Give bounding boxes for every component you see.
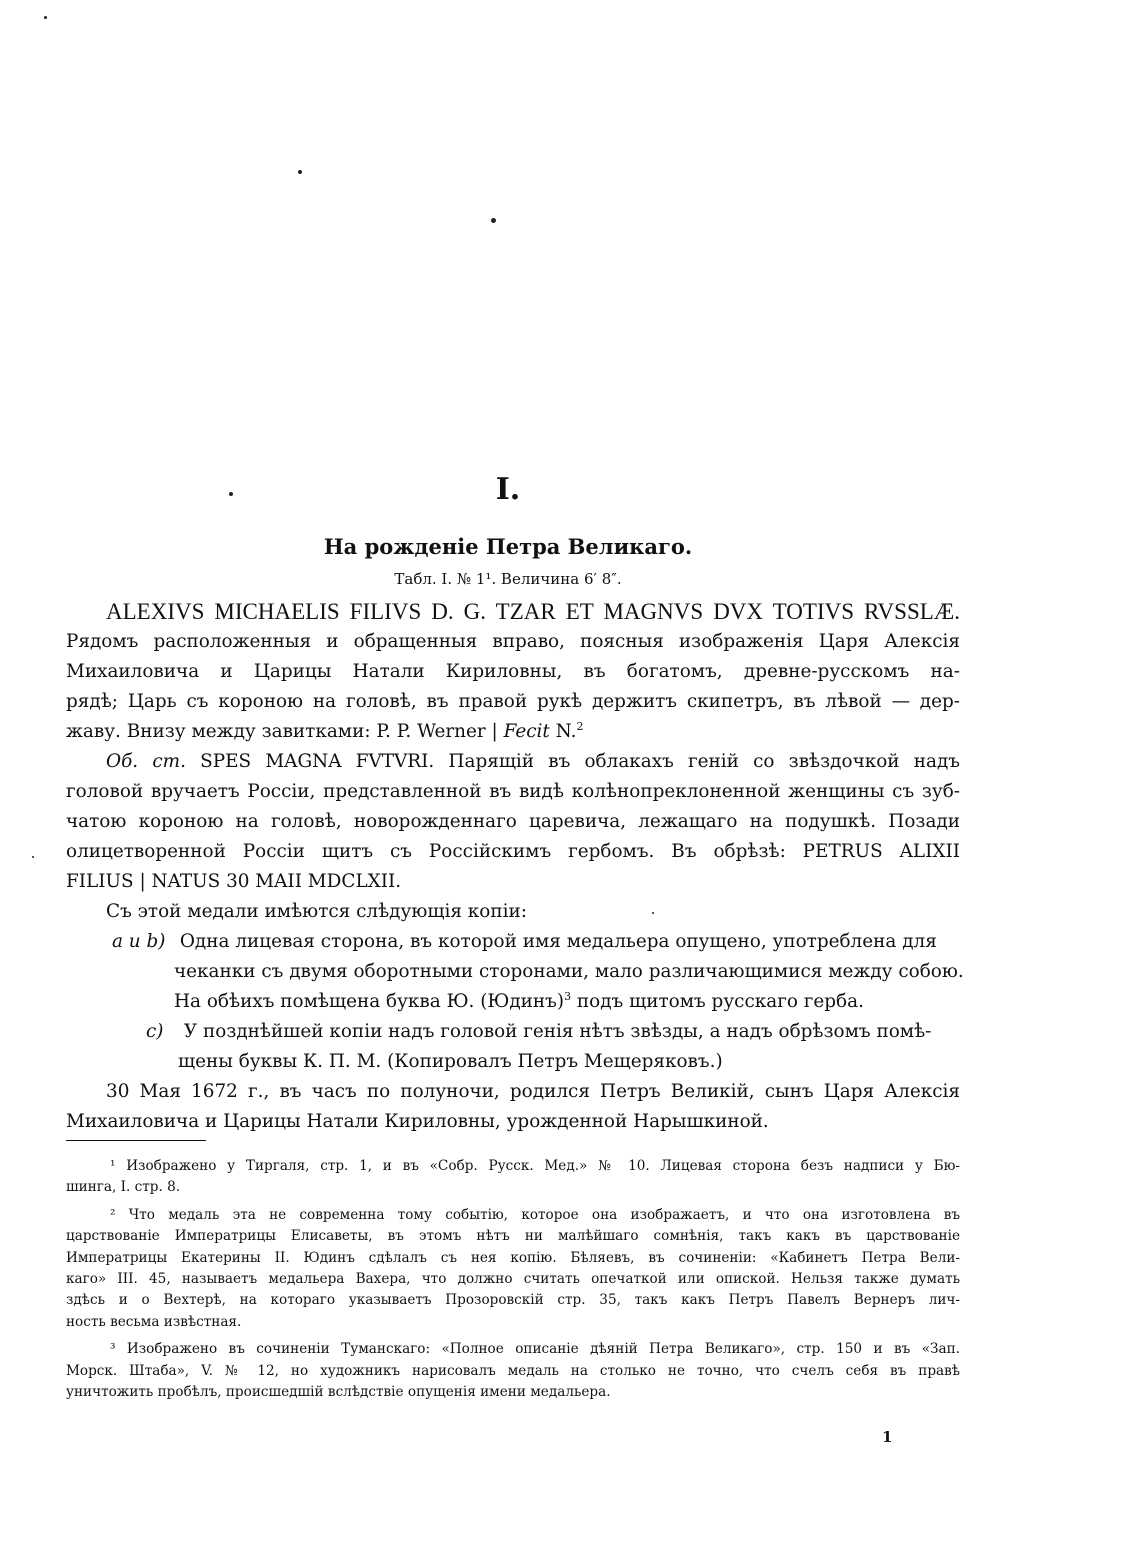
main-text <box>66 597 964 1137</box>
scan-speck <box>44 16 47 19</box>
copy-c-label: c) <box>146 1021 164 1042</box>
footnote-line: уничтожить пробѣлъ, происшедшій вслѣдствіе опущенія имени медальера. <box>66 1384 611 1401</box>
copy-ab-text-end: подъ щитомъ русскаго герба. <box>571 991 864 1012</box>
footnotes <box>66 1156 960 1403</box>
plate-reference: Табл. I. № 1¹. Величина 6′ 8″. <box>394 570 622 588</box>
footnote-text: Изображено въ сочиненіи Туманскаго: «Полное описаніе дѣяній Петра Великаго», стр. 150 и въ «Зап. <box>126 1341 960 1358</box>
copies-intro: Съ этой медали имѣются слѣдующія копіи: <box>106 901 527 922</box>
footnote-marker: ¹ <box>110 1158 116 1174</box>
footnote-2 <box>66 1205 960 1226</box>
footnote-line: царствованіе Императрицы Елисаветы, въ этомъ нѣтъ ни малѣйшаго сомнѣнія, такъ какъ въ царствованіе <box>66 1228 960 1245</box>
obverse-text: жаву. Внизу между завитками: P. P. Werner | <box>66 721 498 742</box>
footnote-ref: 2 <box>576 719 584 733</box>
copy-ab-label: a и b) <box>112 931 166 952</box>
footnote-text: Что медаль эта не современна тому событію, которое она изображаетъ, и что она изготовлена въ <box>128 1206 960 1223</box>
footnote-text: Изображено у Тиргаля, стр. 1, и въ «Собр. Русск. Мед.» № 10. Лицевая сторона безъ надписи у Бю- <box>126 1158 960 1174</box>
obverse-line: Михаиловича и Царицы Натали Кириловны, въ богатомъ, древне-русскомъ на- <box>66 661 960 682</box>
footnote-divider <box>66 1140 206 1141</box>
reverse-text: SPES MAGNA FVTVRI. Парящій въ облакахъ геній со звѣздочкой надъ <box>200 751 960 772</box>
obverse-line: Рядомъ расположенныя и обращенныя вправо, поясныя изображенія Царя Алексія <box>66 631 960 652</box>
copy-c-text: У позднѣйшей копіи надъ головой генія нѣтъ звѣзды, а надъ обрѣзомъ помѣ- <box>183 1021 932 1042</box>
page-number: 1 <box>882 1428 893 1446</box>
footnote-1 <box>66 1156 960 1177</box>
scan-speck <box>298 170 302 174</box>
birth-line: 30 Мая 1672 г., въ часъ по полуночи, родился Петръ Великій, сынъ Царя Алексія <box>106 1081 960 1102</box>
copy-ab-line: чеканки съ двумя оборотными сторонами, мало различающимися между собою. <box>174 961 964 982</box>
page-title: На рожденіе Петра Великаго. <box>323 534 693 559</box>
obverse-last-line <box>66 717 960 747</box>
reverse-label: Об. ст. <box>106 751 186 772</box>
footnote-line: ность весьма извѣстная. <box>66 1313 242 1330</box>
obverse-legend: ALEXIVS MICHAELIS FILIVS D. G. TZAR ET MAGNVS DVX TOTIVS RVSSLÆ. <box>106 599 960 624</box>
footnote-marker: ² <box>110 1206 116 1223</box>
section-number: I. <box>495 472 521 507</box>
copy-c-line: щены буквы К. П. М. (Копировалъ Петръ Мещеряковъ.) <box>178 1051 723 1072</box>
obverse-line: рядѣ; Царь съ короною на головѣ, въ правой рукѣ держитъ скипетръ, въ лѣвой — дер- <box>66 691 960 712</box>
footnote-ref: 3 <box>564 989 572 1003</box>
copy-ab <box>66 927 960 957</box>
obverse-text-end: N. <box>555 721 577 742</box>
footnote-line: здѣсь и о Вехтерѣ, на котораго указываетъ Прозоровскій стр. 35, такъ какъ Петръ Павелъ Вернеръ лич- <box>66 1292 960 1309</box>
footnote-marker: ³ <box>110 1341 116 1358</box>
copy-ab-text: На обѣихъ помѣщена буква Ю. (Юдинъ) <box>174 991 565 1012</box>
fecit-signature: Fecit <box>503 721 550 742</box>
footnote-line: Императрицы Екатерины II. Юдинъ сдѣлалъ съ нея копію. Бѣляевъ, въ сочиненіи: «Кабинетъ Петра Вели- <box>66 1249 960 1266</box>
reverse-line: головой вручаетъ Россіи, представленной въ видѣ колѣнопреклоненной женщины съ зуб- <box>66 781 960 802</box>
reverse-line: олицетворенной Россіи щитъ съ Россійскимъ гербомъ. Въ обрѣзѣ: PETRUS ALIXII <box>66 841 960 862</box>
copy-c <box>66 1017 960 1047</box>
footnote-line: Морск. Штаба», V. № 12, но художникъ нарисовалъ медаль на столько не точно, что счелъ себя въ правѣ <box>66 1362 960 1379</box>
footnote-line: каго» III. 45, называетъ медальера Вахера, что должно считать опечаткой или опиской. Нельзя также думать <box>66 1271 960 1288</box>
copy-ab-text: Одна лицевая сторона, въ которой имя медальера опущено, употреблена для <box>179 931 937 952</box>
reverse-line: чатою короною на головѣ, новорожденнаго царевича, лежащаго на подушкѣ. Позади <box>66 811 960 832</box>
footnote-3 <box>66 1339 960 1360</box>
scan-speck <box>491 218 496 223</box>
footnote-line: шинга, I. стр. 8. <box>66 1179 181 1196</box>
copy-ab-line <box>66 987 960 1017</box>
reverse-last-line: FILIUS | NATUS 30 MAII MDCLXII. <box>66 871 402 892</box>
scan-speck <box>32 856 34 858</box>
reverse-first-line <box>66 747 960 777</box>
birth-line: Михаиловича и Царицы Натали Кириловны, урожденной Нарышкиной. <box>66 1111 769 1132</box>
